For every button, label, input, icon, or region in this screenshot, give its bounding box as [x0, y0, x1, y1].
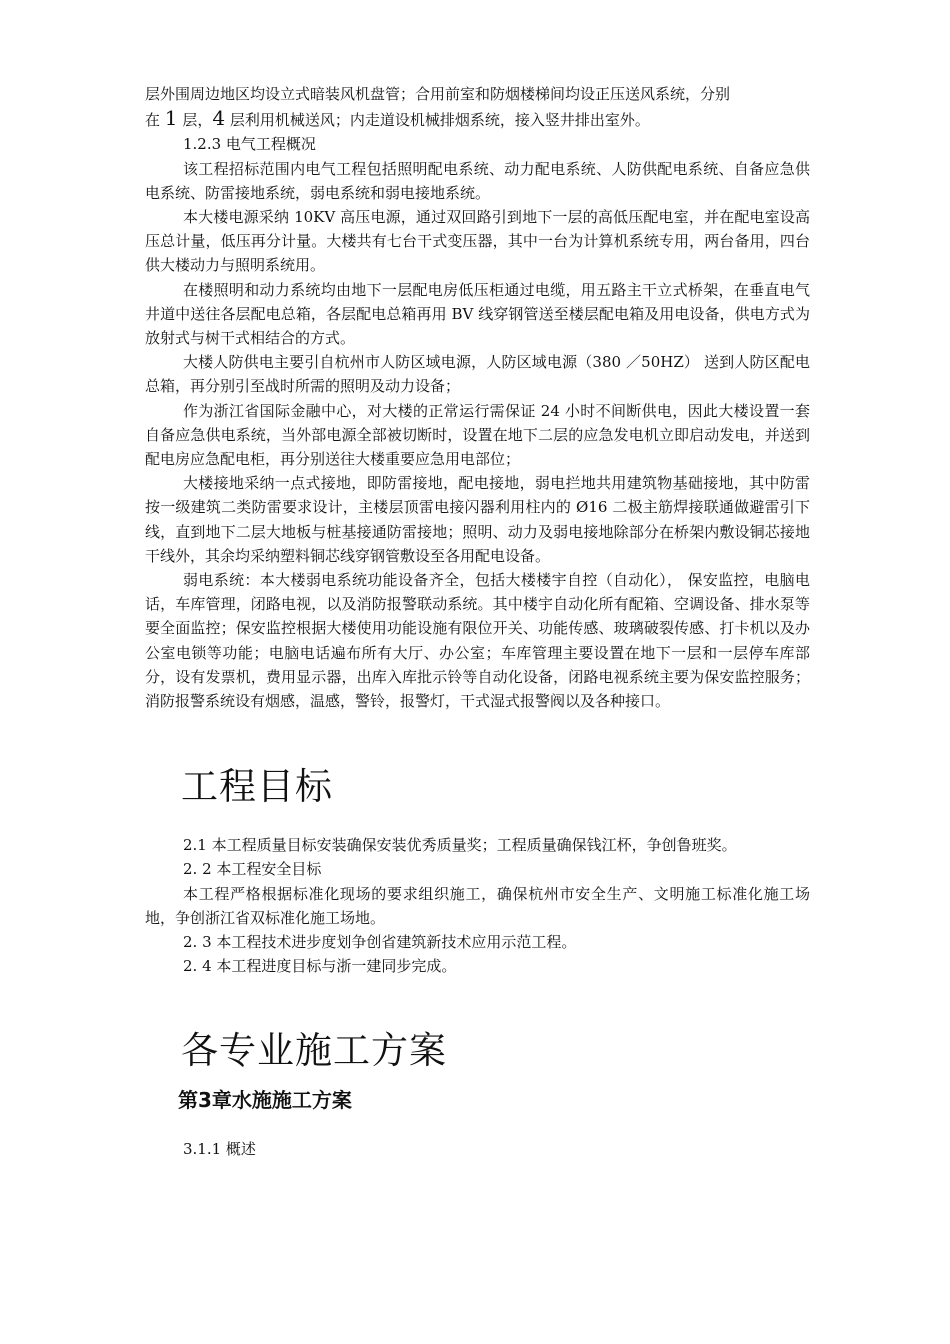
electrical-paragraph: 大楼人防供电主要引自杭州市人防区域电源，人防区域电源（380 ／50HZ） 送到人防区配电总箱，再分别引至战时所需的照明及动力设备； — [145, 353, 810, 396]
electrical-paragraph: 该工程招标范围内电气工程包括照明配电系统、动力配电系统、人防供配电系统、自备应急供电系统、防雷接地系统，弱电系统和弱电接地系统。 — [145, 159, 810, 202]
intro-line-2c: 层， — [182, 111, 213, 130]
intro-line-1: 层外围周边地区均设立式暗装风机盘管；合用前室和防烟楼梯间均设正压送风系统，分别 — [145, 85, 731, 103]
section-heading-electrical: 1.2.3 电气工程概况 — [183, 135, 316, 154]
overview-heading: 3.1.1 概述 — [183, 1139, 256, 1158]
heading-project-goals: 工程目标 — [181, 765, 333, 809]
intro-line-2a: 在 — [145, 111, 161, 130]
floor-number-4: 4 — [212, 106, 226, 131]
electrical-paragraph: 大楼接地采纳一点式接地，即防雷接地，配电接地，弱电拦地共用建筑物基础接地，其中防雷按一级建筑二类防雷要求设计，主楼层顶雷电接闪器利用柱内的 Ø16 二极主筋焊接联通做避雷引下线，直到地下二层大地板与桩基接通防雷接地；照明、动力及弱电接地除部分在桥架内敷设铜芯接地干线外，其余均采纳塑料铜芯线穿钢管敷设至各用配电设备。 — [145, 474, 810, 565]
electrical-paragraph: 本大楼电源采纳 10KV 高压电源，通过双回路引到地下一层的高低压配电室，并在配电室设高压总计量，低压再分计量。大楼共有七台干式变压器，其中一台为计算机系统专用，两台备用，四台供大楼动力与照明系统用。 — [145, 208, 810, 275]
electrical-paragraph: 弱电系统：本大楼弱电系统功能设备齐全，包括大楼楼宇自控（自动化）， 保安监控，电脑电话，车库管理，闭路电视，以及消防报警联动系统。其中楼宇自动化所有配箱、空调设备、排水泵等要全面监控；保安监控根据大楼使用功能设施有限位开关、功能传感、玻璃破裂传感、打卡机以及办公室电锁等功能；电脑电话遍布所有大厅、办公室；车库管理主要设置在地下一层和一层停车库部分，设有发票机，费用显示器，出库入库批示铃等自动化设备，闭路电视系统主要为保安监控服务；消防报警系统设有烟感，温感，警铃，报警灯，干式湿式报警阀以及各种接口。 — [145, 571, 810, 711]
goal-item: 2. 3 本工程技术进步度划争创省建筑新技术应用示范工程。 — [183, 933, 577, 952]
intro-paragraph — [145, 82, 810, 132]
goals-list — [145, 833, 810, 978]
electrical-paragraph: 在楼照明和动力系统均由地下一层配电房低压柜通过电缆，用五路主干立式桥架，在垂直电气井道中送往各层配电总箱，各层配电总箱再用 BV 线穿钢管送至楼层配电箱及用电设备，供电方式为放射式与树干式相结合的方式。 — [145, 280, 810, 348]
floor-number-1: 1 — [164, 106, 178, 131]
goal-item: 2. 4 本工程进度目标与浙一建同步完成。 — [183, 957, 457, 976]
electrical-paragraph: 作为浙江省国际金融中心，对大楼的正常运行需保证 24 小时不间断供电，因此大楼设置一套自备应急供电系统，当外部电源全部被切断时，设置在地下二层的应急发电机立即启动发电，并送到配电房应急配电柜，再分别送往大楼重要应急用电部位； — [145, 401, 810, 469]
chapter-3-heading: 第3章水施施工方案 — [178, 1087, 352, 1112]
page-content — [145, 82, 810, 1161]
goal-item: 本工程严格根据标准化现场的要求组织施工，确保杭州市安全生产、文明施工标准化施工场地，争创浙江省双标准化施工场地。 — [145, 884, 810, 927]
goal-item: 2.1 本工程质量目标安装确保安装优秀质量奖；工程质量确保钱江杯，争创鲁班奖。 — [183, 836, 737, 855]
goal-item: 2. 2 本工程安全目标 — [183, 860, 322, 879]
intro-line-2e: 层利用机械送风；内走道设机械排烟系统，接入竖井排出室外。 — [229, 111, 650, 130]
heading-construction-plans: 各专业施工方案 — [181, 1028, 447, 1072]
